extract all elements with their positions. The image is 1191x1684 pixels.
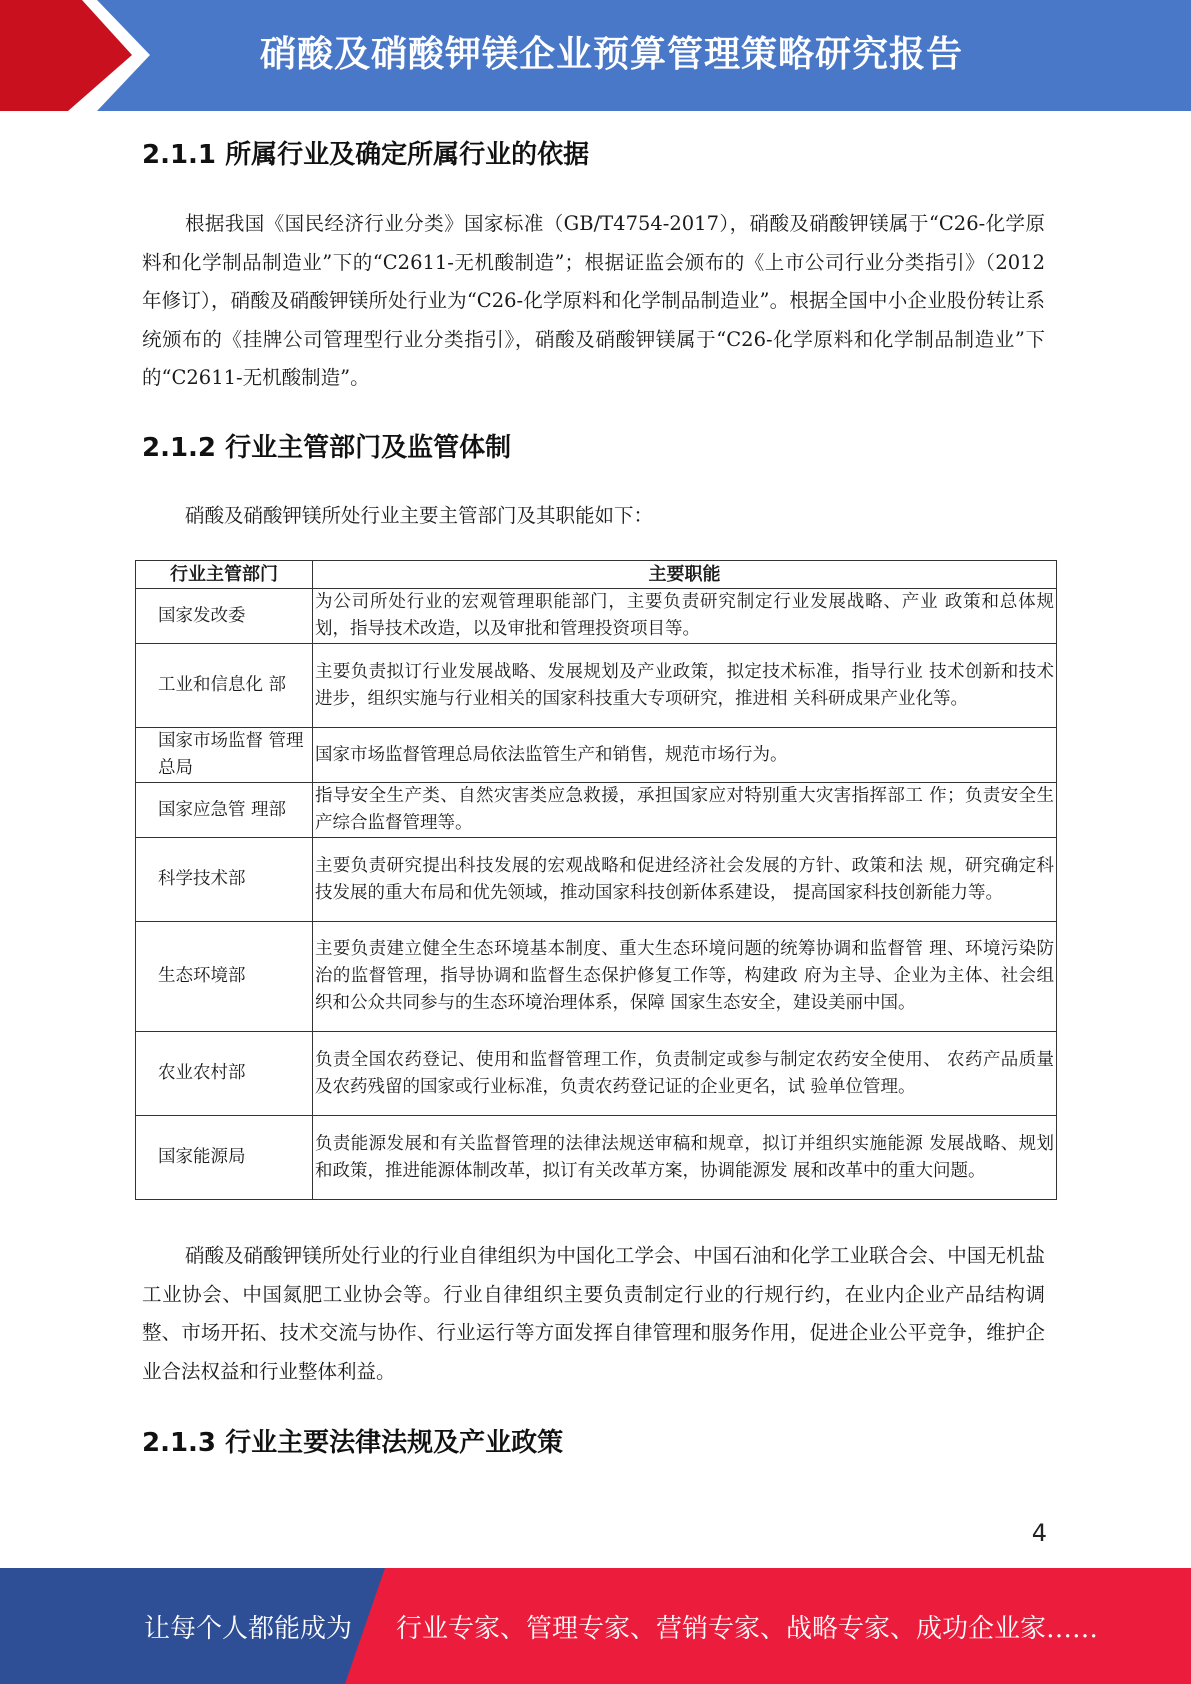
dept-cell: 国家市场监督 管理总局 (136, 728, 313, 783)
table-row (136, 644, 1057, 728)
section-heading-2-1-3: 2.1.3 行业主要法律法规及产业政策 (142, 1428, 564, 1458)
table-row (136, 728, 1057, 783)
section-2-1-1-paragraph: 根据我国《国民经济行业分类》国家标准（GB/T4754-2017），硝酸及硝酸钾镁属于“C26-化学原料和化学制品制造业”下的“C2611-无机酸制造”；根据证监会颁布的《上市公司行业分类指引》（2012 年修订），硝酸及硝酸钾镁所处行业为“C26-化学原料和化学制品制造业”。根据全国中小企业股份转让系统颁布的《挂牌公司管理型行业分类指引》，硝酸及硝酸钾镁属于“C26-化学原料和化学制品制造业”下的“C2611-无机酸制造”。 (142, 212, 1045, 389)
duty-cell: 指导安全生产类、自然灾害类应急救援，承担国家应对特别重大灾害指挥部工 作；负责安全生产综合监督管理等。 (313, 783, 1057, 838)
dept-cell: 国家能源局 (136, 1116, 313, 1200)
page-number: 4 (1031, 1519, 1047, 1547)
footer-slogan-left: 让每个人都能成为 (144, 1614, 353, 1644)
dept-cell: 国家应急管 理部 (136, 783, 313, 838)
table-header-row (136, 561, 1057, 589)
section-heading-2-1-2: 2.1.2 行业主管部门及监管体制 (142, 433, 512, 463)
dept-cell: 生态环境部 (136, 922, 313, 1032)
footer-slogan-right: 行业专家、管理专家、营销专家、战略专家、成功企业家…… (396, 1614, 1099, 1644)
table-row (136, 922, 1057, 1032)
table-header-duty: 主要职能 (313, 561, 1057, 589)
footer-banner (0, 1568, 1191, 1684)
duty-cell: 国家市场监督管理总局依法监管生产和销售，规范市场行为。 (313, 728, 1057, 783)
table-row (136, 589, 1057, 644)
dept-cell: 农业农村部 (136, 1032, 313, 1116)
duty-cell: 为公司所处行业的宏观管理职能部门，主要负责研究制定行业发展战略、产业 政策和总体规划，指导技术改造，以及审批和管理投资项目等。 (313, 589, 1057, 644)
header-banner (0, 0, 1191, 111)
duty-cell: 主要负责拟订行业发展战略、发展规划及产业政策，拟定技术标准，指导行业 技术创新和技术进步，组织实施与行业相关的国家科技重大专项研究，推进相 关科研成果产业化等。 (313, 644, 1057, 728)
duty-cell: 负责全国农药登记、使用和监督管理工作，负责制定或参与制定农药安全使用、 农药产品质量及农药残留的国家或行业标准，负责农药登记证的企业更名，试 验单位管理。 (313, 1032, 1057, 1116)
dept-cell: 工业和信息化 部 (136, 644, 313, 728)
regulator-table (135, 560, 1057, 1200)
table-row (136, 1032, 1057, 1116)
section-2-1-2-intro: 硝酸及硝酸钾镁所处行业主要主管部门及其职能如下： (185, 504, 654, 527)
duty-cell: 主要负责研究提出科技发展的宏观战略和促进经济社会发展的方针、政策和法 规，研究确定科技发展的重大布局和优先领域，推动国家科技创新体系建设， 提高国家科技创新能力等。 (313, 838, 1057, 922)
self-regulation-paragraph: 硝酸及硝酸钾镁所处行业的行业自律组织为中国化工学会、中国石油和化学工业联合会、中国无机盐工业协会、中国氮肥工业协会等。行业自律组织主要负责制定行业的行规行约，在业内企业产品结构调整、市场开拓、技术交流与协作、行业运行等方面发挥自律管理和服务作用，促进企业公平竞争，维护企业合法权益和行业整体利益。 (142, 1244, 1045, 1383)
table-row (136, 838, 1057, 922)
table-header-dept: 行业主管部门 (136, 561, 313, 589)
report-title: 硝酸及硝酸钾镁企业预算管理策略研究报告 (260, 34, 964, 75)
section-heading-2-1-1: 2.1.1 所属行业及确定所属行业的依据 (142, 140, 590, 170)
table-row (136, 1116, 1057, 1200)
table-row (136, 783, 1057, 838)
dept-cell: 国家发改委 (136, 589, 313, 644)
dept-cell: 科学技术部 (136, 838, 313, 922)
duty-cell: 主要负责建立健全生态环境基本制度、重大生态环境问题的统筹协调和监督管 理、环境污染防治的监督管理，指导协调和监督生态保护修复工作等，构建政 府为主导、企业为主体、社会组织和公众共同参与的生态环境治理体系，保障 国家生态安全，建设美丽中国。 (313, 922, 1057, 1032)
duty-cell: 负责能源发展和有关监督管理的法律法规送审稿和规章，拟订并组织实施能源 发展战略、规划和政策，推进能源体制改革，拟订有关改革方案，协调能源发 展和改革中的重大问题。 (313, 1116, 1057, 1200)
